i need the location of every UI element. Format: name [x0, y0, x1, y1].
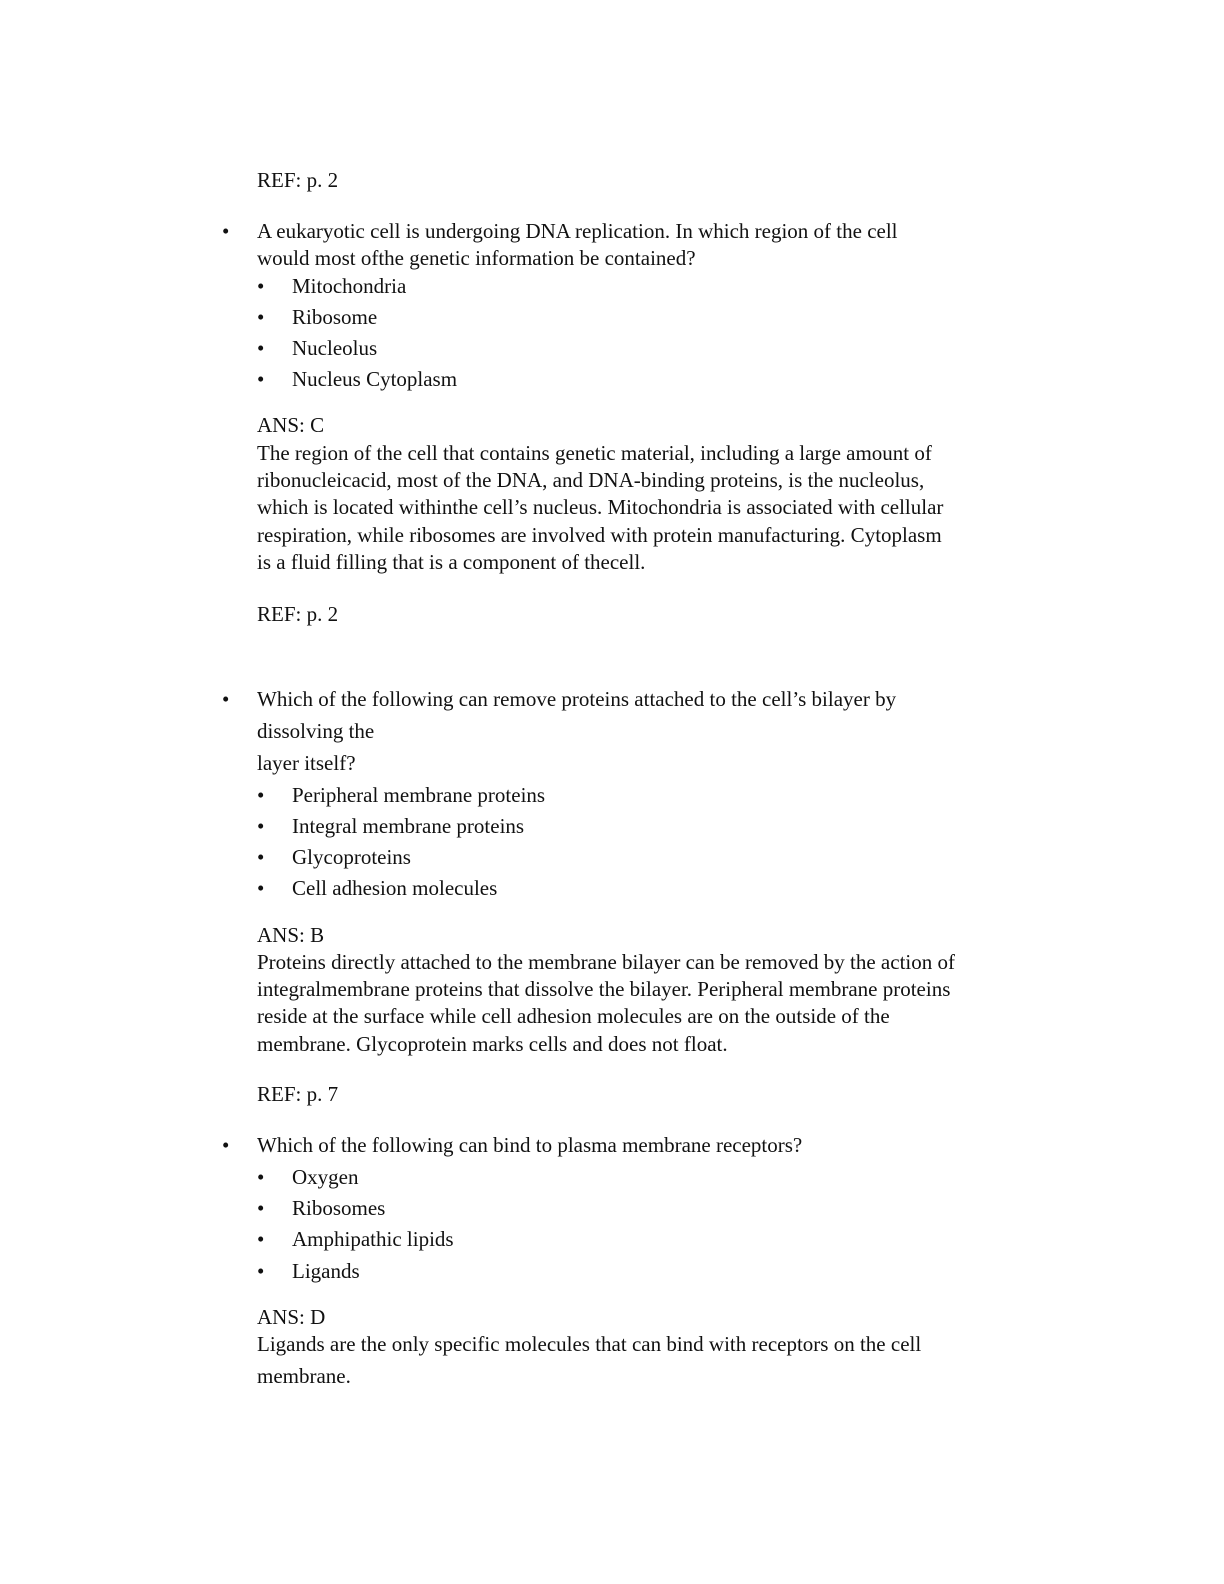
option-c: Amphipathic lipids [292, 1227, 454, 1251]
rationale-line: membrane. [257, 1364, 351, 1388]
rationale-line: is a fluid filling that is a component of thecell. [257, 550, 646, 574]
option-d: Nucleus Cytoplasm [292, 367, 458, 391]
option-b: Integral membrane proteins [292, 814, 525, 838]
answer-key: ANS: D [257, 1305, 326, 1329]
option-bullet: • [257, 845, 265, 869]
rationale-line: respiration, while ribosomes are involved with protein manufacturing. Cytoplasm [257, 523, 942, 547]
option-bullet: • [257, 814, 265, 838]
option-bullet: • [257, 876, 265, 900]
option-bullet: • [257, 336, 265, 360]
option-a: Mitochondria [292, 274, 407, 298]
question-stem-line: would most ofthe genetic information be contained? [257, 246, 696, 270]
question-stem-line: Which of the following can bind to plasma membrane receptors? [257, 1133, 803, 1157]
option-bullet: • [257, 1259, 265, 1283]
rationale-line: The region of the cell that contains genetic material, including a large amount of [257, 441, 932, 465]
rationale-line: which is located withinthe cell’s nucleus. Mitochondria is associated with cellular [257, 495, 944, 519]
question-stem-line: layer itself? [257, 751, 356, 775]
option-bullet: • [257, 1196, 265, 1220]
option-bullet: • [257, 367, 265, 391]
question-stem-line: dissolving the [257, 719, 375, 743]
rationale-line: membrane. Glycoprotein marks cells and does not float. [257, 1032, 728, 1056]
option-c: Nucleolus [292, 336, 378, 360]
question-stem-line: Which of the following can remove proteins attached to the cell’s bilayer by [257, 687, 897, 711]
rationale-line: integralmembrane proteins that dissolve the bilayer. Peripheral membrane proteins [257, 977, 951, 1001]
option-bullet: • [257, 1165, 265, 1189]
option-d: Cell adhesion molecules [292, 876, 498, 900]
answer-key: ANS: B [257, 923, 325, 947]
ref-label: REF: p. 7 [257, 1082, 339, 1106]
option-b: Ribosomes [292, 1196, 386, 1220]
answer-key: ANS: C [257, 413, 325, 437]
question-stem-line: A eukaryotic cell is undergoing DNA replication. In which region of the cell [257, 219, 898, 243]
question-bullet: • [222, 687, 230, 711]
question-bullet: • [222, 219, 230, 243]
rationale-line: ribonucleicacid, most of the DNA, and DNA-binding proteins, is the nucleolus, [257, 468, 925, 492]
option-bullet: • [257, 274, 265, 298]
option-bullet: • [257, 1227, 265, 1251]
ref-label: REF: p. 2 [257, 602, 339, 626]
option-d: Ligands [292, 1259, 360, 1283]
option-bullet: • [257, 783, 265, 807]
option-bullet: • [257, 305, 265, 329]
option-a: Oxygen [292, 1165, 359, 1189]
rationale-line: Ligands are the only specific molecules that can bind with receptors on the cell [257, 1332, 922, 1356]
option-a: Peripheral membrane proteins [292, 783, 546, 807]
ref-top: REF: p. 2 [257, 168, 339, 192]
rationale-line: reside at the surface while cell adhesion molecules are on the outside of the [257, 1004, 890, 1028]
option-c: Glycoproteins [292, 845, 411, 869]
rationale-line: Proteins directly attached to the membrane bilayer can be removed by the action of [257, 950, 955, 974]
question-bullet: • [222, 1133, 230, 1157]
option-b: Ribosome [292, 305, 378, 329]
